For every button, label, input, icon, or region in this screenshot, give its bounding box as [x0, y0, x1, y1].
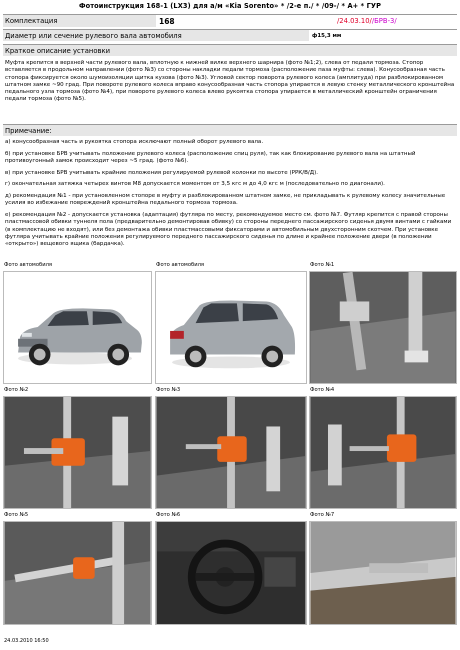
photo-label-5: Фото №5: [4, 512, 29, 518]
diameter-label: Диаметр или сечение рулевого вала автомобиля: [3, 30, 309, 41]
document-title: Фотоинструкция 168-1 (LX3) для а/м «Kia Sorento» * /2-е п./ * /09-/ * A+ * ГУР: [78, 2, 382, 10]
diameter-row: [3, 29, 457, 41]
photo-label-car-2: Фото автомобиля: [156, 262, 205, 268]
photo-3-image: [155, 396, 307, 509]
install-description: Муфта крепится в верхней части рулевого вала, вплотную к нижней вилке верхнего шарнира (фото №1;2), слева от педали тормоза. Стопор вставляется в продольном направлении (фото №3) со стороны накладки педали тормоза (расположение паза муфты: слева). Конусообразная часть стопора фиксируется около шумоизоляции щитка кузова (фото №3). Угловой сектор поворота рулевого колеса (амплитуда) при разблокированном штатном замке ~90 град. При повороте рулевого колеса вправо конусообразная часть стопора упирается в левую стенку металлического кронштейна педального узла тормоза (фото №4), при повороте рулевого колеса влево рукоятка стопора упирается в металлический кронштейн ограничения педали тормоза (фото №5).: [5, 60, 455, 103]
photo-grid: [3, 261, 457, 626]
photo-7-image: [309, 521, 457, 625]
note-item: а) конусообразная часть и рукоятка стопора исключают полный оборот рулевого вала.: [5, 139, 264, 145]
note-item: е) рекомендация №2 - допускается установка (адаптация) футляра по месту, рекомендуемое место см. фото №7. Футляр крепится с правой стороны пластмассовой обивки туннеля пола (предварительно демонтировав обивку) со стороны переднего пассажирского сиденья двумя винтами с гайками (в комплектацию не входят), или без демонтажа обивки пластмассовыми фиксаторами и автомобильным двухсторонним скотчем. При установке футляра учитывать крайние положения регулируемого переднего пассажирского сиденья по длине и крайнее положение двери (в положении «открыто») вещевого ящика (бардачка).: [5, 212, 452, 248]
photo-6-image: [155, 521, 307, 625]
notes-heading: Примечание:: [3, 124, 457, 136]
photo-label-4: Фото №4: [310, 387, 335, 393]
note-item: б) при установке БРВ учитывать положение рулевого колеса (расположение спиц руля), так как блокирование рулевого вала на штатный противоугонный замок происходит через ~5 град. (фото №6).: [5, 150, 416, 164]
photo-label-3: Фото №3: [156, 387, 181, 393]
date-code: [337, 15, 397, 27]
diameter-value: ф15,3 мм: [312, 32, 342, 39]
date-text: /24.03.10/: [337, 17, 372, 25]
photo-label-1: Фото №1: [310, 262, 335, 268]
photo-label-7: Фото №7: [310, 512, 335, 518]
car-photo-rear: [155, 271, 307, 384]
photo-label-2: Фото №2: [4, 387, 29, 393]
complect-value: 168: [159, 16, 175, 26]
notes-list: [3, 139, 457, 253]
photo-label-car-1: Фото автомобиля: [4, 262, 53, 268]
photo-4-image: [309, 396, 457, 509]
note-item: д) рекомендация №1 - при установленном стопоре в муфту и разблокированном штатном замке, не прикладывать к рулевому колесу значительные усилия во избежание повреждений кронштейна педального тормоза тормоза.: [5, 193, 446, 207]
complect-label: Комплектация: [3, 15, 156, 27]
note-item: г) окончательная затяжка четырех винтов М8 допускается моментом от 3,5 кгс м до 4,0 кгс м (последовательно по диагонали).: [5, 181, 385, 188]
note-item: в) при установке БРВ учитывать крайние положения регулируемой рулевой колонки по высоте (РРК/В/Д).: [5, 169, 319, 176]
footer-timestamp: 24.03.2010 16:50: [4, 638, 49, 644]
car-photo-front: [3, 271, 152, 384]
photo-1-image: [309, 271, 457, 384]
photo-2-image: [3, 396, 152, 509]
complect-row: [3, 14, 457, 27]
brv-code: /БРВ-3/: [371, 17, 397, 25]
photo-5-image: [3, 521, 152, 625]
install-heading: Краткое описание установки: [3, 44, 457, 56]
photo-label-6: Фото №6: [156, 512, 181, 518]
